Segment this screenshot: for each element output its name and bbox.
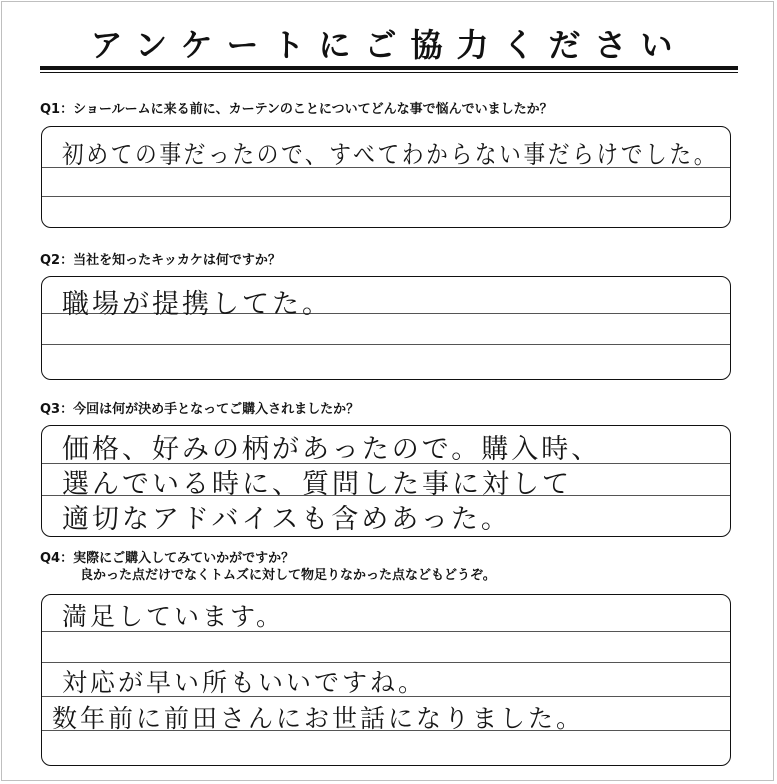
q3-answer-line-3: 適切なアドバイスも含めあった。: [62, 504, 511, 535]
q1-rule-2: [42, 196, 730, 197]
q4-question-line-1: Q4：実際にご購入してみていかがですか？: [40, 551, 295, 566]
survey-title: アンケートにご協力ください: [90, 26, 687, 64]
title-underline-thick: [40, 66, 738, 70]
q1-answer-box: [41, 126, 731, 228]
q4-question: [40, 550, 496, 584]
q4-answer-line-3: 数年前に前田さんにお世話になりました。: [52, 704, 585, 733]
q3-answer-line-1: 価格、好みの柄があったので。購入時、: [62, 434, 602, 465]
q2-answer-box: [41, 276, 731, 380]
title-underline-thin: [40, 72, 738, 73]
q4-answer-box: [41, 594, 731, 766]
q3-question: Q3：今回は何が決め手となってご購入されましたか？: [40, 402, 360, 417]
q1-question: Q1：ショールームに来る前に、カーテンのことについてどんな事で悩んでいましたか？: [40, 102, 553, 117]
q2-question: Q2：当社を知ったキッカケは何ですか？: [40, 253, 281, 268]
q4-question-line-2: 良かった点だけでなくトムズに対して物足りなかった点などもどうぞ。: [80, 568, 496, 583]
q2-answer-text: 職場が提携してた。: [62, 289, 332, 320]
q2-rule-2: [42, 344, 730, 345]
q1-answer-text: 初めての事だったので、すべてわからない事だらけでした。: [62, 140, 719, 169]
q3-answer-line-2: 選んでいる時に、質問した事に対して: [62, 469, 572, 500]
q4-answer-line-2: 対応が早い所もいいですね。: [62, 668, 427, 697]
q3-answer-box: [41, 425, 731, 537]
q4-answer-line-1: 満足しています。: [62, 602, 285, 631]
